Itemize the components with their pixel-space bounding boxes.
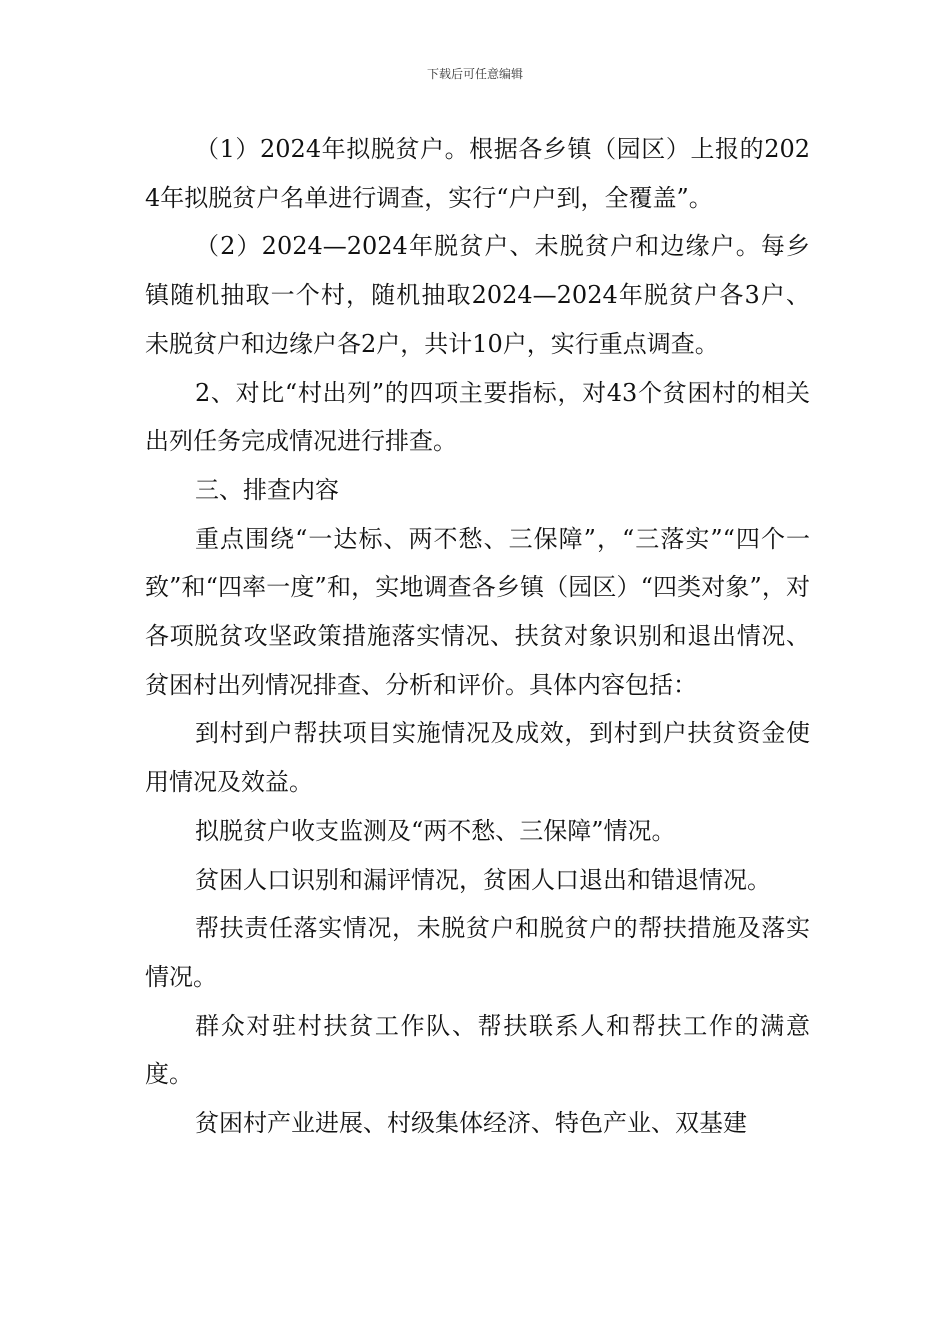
section-heading: 三、排查内容 xyxy=(195,475,339,504)
paragraph-item-11: 贫困村产业进展、村级集体经济、特色产业、双基建 xyxy=(195,1109,747,1138)
paragraph-item-9: 帮扶责任落实情况，未脱贫户和脱贫户的帮扶措施及落实情况。 xyxy=(145,914,810,991)
paragraph-item-7: 拟脱贫户收支监测及“两不愁、三保障”情况。 xyxy=(195,816,676,845)
page-header-note: 下载后可任意编辑 xyxy=(426,67,523,81)
paragraph-item-6: 到村到户帮扶项目实施情况及成效，到村到户扶贫资金使用情况及效益。 xyxy=(145,719,810,797)
document-body xyxy=(145,125,810,1148)
paragraph-item-8: 贫困人口识别和漏评情况，贫困人口退出和错退情况。 xyxy=(195,865,771,894)
paragraph-item-10: 群众对驻村扶贫工作队、帮扶联系人和帮扶工作的满意度。 xyxy=(145,1011,810,1089)
paragraph-item-3: 2、对比“村出列”的四项主要指标，对43个贫困村的相关出列任务完成情况进行排查。 xyxy=(145,378,810,456)
paragraph-item-5: 重点围绕“一达标、两不愁、三保障”，“三落实”“四个一致”和“四率一度”和，实地调查各乡镇（园区）“四类对象”，对各项脱贫攻坚政策措施落实情况、扶贫对象识别和退出情况、贫困村出列情况排查、分析和评价。具体内容包括： xyxy=(145,524,810,699)
paragraph-item-1: （1）2024年拟脱贫户。根据各乡镇（园区）上报的2024年拟脱贫户名单进行调查，实行“户户到，全覆盖”。 xyxy=(145,135,810,212)
paragraph-item-2: （2）2024—2024年脱贫户、未脱贫户和边缘户。每乡镇随机抽取一个村，随机抽取2024—2024年脱贫户各3户、未脱贫户和边缘户各2户，共计10户，实行重点调查。 xyxy=(145,232,810,358)
